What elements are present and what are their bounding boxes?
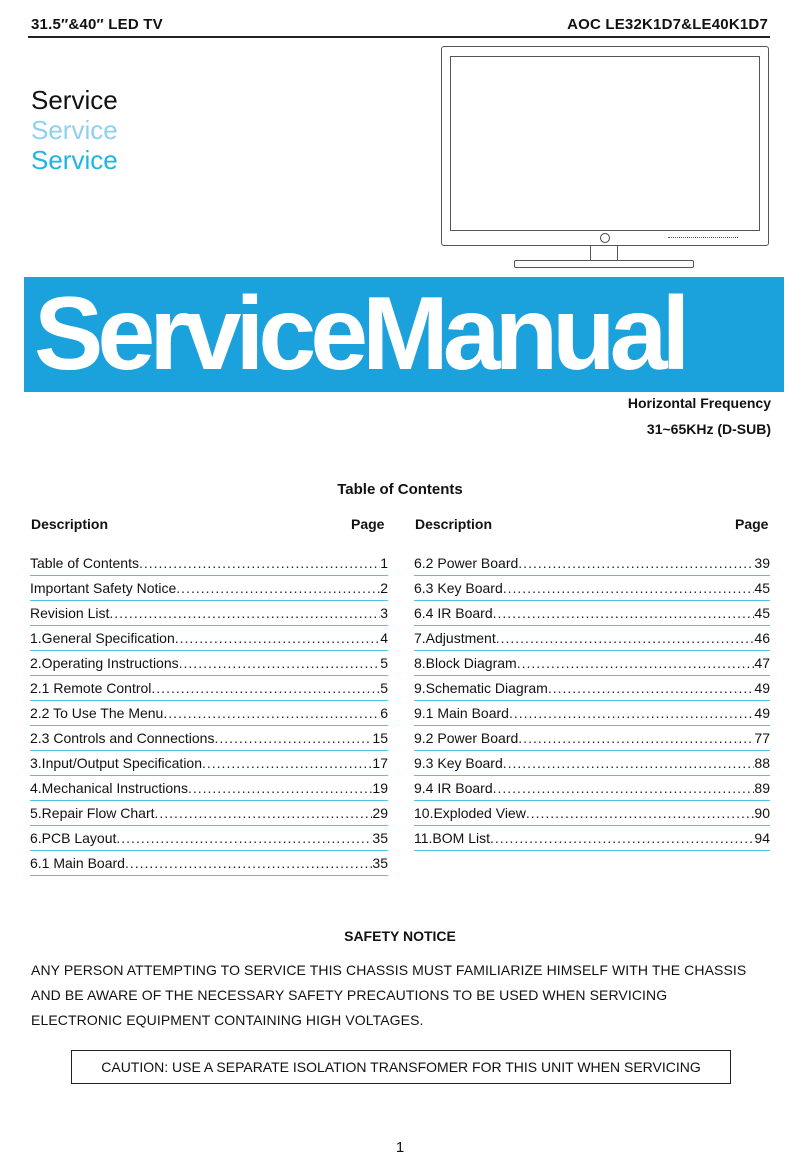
header-divider xyxy=(28,36,770,38)
toc-entry-title: 4.Mechanical Instructions xyxy=(30,780,188,796)
toc-entry-page: 17 xyxy=(372,755,388,771)
toc-entry[interactable] xyxy=(414,551,770,576)
toc-entry-title: 8.Block Diagram xyxy=(414,655,517,671)
toc-dot-leader xyxy=(176,578,380,600)
header-model-number: AOC LE32K1D7&LE40K1D7 xyxy=(567,16,768,33)
toc-title: Table of Contents xyxy=(337,481,463,498)
toc-entry[interactable] xyxy=(30,751,388,776)
toc-dot-leader xyxy=(179,653,381,675)
toc-entry-title: 9.1 Main Board xyxy=(414,705,509,721)
safety-line: ANY PERSON ATTEMPTING TO SERVICE THIS CHASSIS MUST FAMILIARIZE HIMSELF WITH THE CHASSIS xyxy=(31,962,747,978)
toc-entry-title: 2.3 Controls and Connections xyxy=(30,730,215,746)
toc-dot-leader xyxy=(109,603,380,625)
toc-dot-leader xyxy=(175,628,380,650)
toc-entry[interactable] xyxy=(414,651,770,676)
toc-entry-page: 49 xyxy=(754,705,770,721)
toc-dot-leader xyxy=(125,853,372,875)
toc-dot-leader xyxy=(202,753,372,775)
toc-entry-page: 94 xyxy=(754,830,770,846)
header-model-size: 31.5″&40″ LED TV xyxy=(31,16,163,33)
toc-entry-page: 77 xyxy=(754,730,770,746)
toc-entry[interactable] xyxy=(30,826,388,851)
toc-left-column xyxy=(30,551,388,876)
toc-entry-title: 2.2 To Use The Menu xyxy=(30,705,164,721)
toc-entry-page: 5 xyxy=(380,680,388,696)
toc-dot-leader xyxy=(214,728,372,750)
toc-entry-title: 7.Adjustment xyxy=(414,630,496,646)
toc-entry-page: 15 xyxy=(372,730,388,746)
toc-entry-page: 39 xyxy=(754,555,770,571)
toc-dot-leader xyxy=(517,653,755,675)
toc-dot-leader xyxy=(163,703,380,725)
tv-screen xyxy=(450,56,760,231)
safety-notice-title: SAFETY NOTICE xyxy=(344,928,456,944)
service-word-dark: Service xyxy=(31,85,118,115)
toc-entry[interactable] xyxy=(30,601,388,626)
toc-dot-leader xyxy=(139,553,380,575)
toc-dot-leader xyxy=(518,728,754,750)
toc-entry-title: 11.BOM List xyxy=(414,830,490,846)
frequency-label: Horizontal Frequency xyxy=(627,395,771,411)
toc-entry-title: 9.3 Key Board xyxy=(414,755,503,771)
toc-entry[interactable] xyxy=(414,576,770,601)
toc-dot-leader xyxy=(509,703,754,725)
service-manual-banner xyxy=(24,277,784,392)
toc-entry[interactable] xyxy=(414,626,770,651)
toc-dot-leader xyxy=(503,753,755,775)
service-word-blue: Service xyxy=(31,145,118,175)
toc-entry-title: 6.4 IR Board xyxy=(414,605,493,621)
safety-line: ELECTRONIC EQUIPMENT CONTAINING HIGH VOLTAGES. xyxy=(31,1012,424,1028)
toc-entry-page: 47 xyxy=(754,655,770,671)
toc-entry[interactable] xyxy=(30,801,388,826)
tv-logo-icon xyxy=(600,233,610,243)
toc-entry[interactable] xyxy=(414,701,770,726)
toc-entry-title: 6.1 Main Board xyxy=(30,855,125,871)
toc-entry[interactable] xyxy=(30,626,388,651)
toc-entry-page: 45 xyxy=(754,605,770,621)
page-number: 1 xyxy=(395,1139,405,1156)
toc-entry-page: 45 xyxy=(754,580,770,596)
toc-entry-page: 3 xyxy=(380,605,388,621)
toc-entry[interactable] xyxy=(414,726,770,751)
toc-entry[interactable] xyxy=(30,726,388,751)
toc-entry-title: Revision List xyxy=(30,605,110,621)
toc-entry[interactable] xyxy=(30,776,388,801)
toc-entry-title: 9.4 IR Board xyxy=(414,780,493,796)
toc-dot-leader xyxy=(548,678,755,700)
toc-entry[interactable] xyxy=(30,701,388,726)
toc-entry-page: 5 xyxy=(380,655,388,671)
toc-entry[interactable] xyxy=(414,826,770,851)
toc-entry-title: 9.2 Power Board xyxy=(414,730,519,746)
toc-entry-title: 2.Operating Instructions xyxy=(30,655,179,671)
toc-entry[interactable] xyxy=(30,676,388,701)
toc-entry[interactable] xyxy=(30,576,388,601)
toc-entry-page: 1 xyxy=(380,555,388,571)
toc-entry-title: 1.General Specification xyxy=(30,630,175,646)
toc-entry-title: 6.3 Key Board xyxy=(414,580,503,596)
toc-entry-title: 2.1 Remote Control xyxy=(30,680,152,696)
toc-right-column xyxy=(414,551,770,851)
toc-entry-page: 49 xyxy=(754,680,770,696)
toc-entry[interactable] xyxy=(414,801,770,826)
toc-entry-page: 35 xyxy=(372,830,388,846)
toc-entry-title: Table of Contents xyxy=(30,555,139,571)
toc-dot-leader xyxy=(151,678,380,700)
toc-entry-page: 19 xyxy=(372,780,388,796)
toc-entry-title: Important Safety Notice xyxy=(30,580,177,596)
toc-entry-page: 29 xyxy=(372,805,388,821)
toc-left-page-header: Page xyxy=(351,516,385,532)
toc-dot-leader xyxy=(518,553,754,575)
toc-entry-title: 3.Input/Output Specification xyxy=(30,755,202,771)
toc-entry[interactable] xyxy=(414,676,770,701)
toc-entry-page: 90 xyxy=(754,805,770,821)
tv-stand-neck xyxy=(590,246,618,260)
caution-box: CAUTION: USE A SEPARATE ISOLATION TRANSFOMER FOR THIS UNIT WHEN SERVICING xyxy=(71,1050,731,1084)
toc-entry-title: 6.PCB Layout xyxy=(30,830,117,846)
toc-entry-page: 6 xyxy=(380,705,388,721)
toc-right-description-header: Description xyxy=(415,516,493,532)
tv-buttons xyxy=(668,237,738,241)
toc-dot-leader xyxy=(503,578,755,600)
toc-entry-title: 9.Schematic Diagram xyxy=(414,680,548,696)
toc-entry[interactable] xyxy=(30,551,388,576)
toc-left-description-header: Description xyxy=(31,516,109,532)
toc-dot-leader xyxy=(490,828,754,850)
toc-entry[interactable] xyxy=(414,751,770,776)
toc-entry[interactable] xyxy=(414,601,770,626)
frequency-value: 31~65KHz (D-SUB) xyxy=(646,421,771,437)
toc-entry-title: 6.2 Power Board xyxy=(414,555,519,571)
toc-dot-leader xyxy=(493,603,755,625)
toc-entry-page: 2 xyxy=(380,580,388,596)
toc-entry[interactable] xyxy=(414,776,770,801)
safety-notice-text xyxy=(31,958,781,1033)
toc-dot-leader xyxy=(493,778,755,800)
toc-dot-leader xyxy=(496,628,755,650)
toc-entry-title: 10.Exploded View xyxy=(414,805,526,821)
toc-dot-leader xyxy=(188,778,372,800)
toc-entry[interactable] xyxy=(30,651,388,676)
toc-entry[interactable] xyxy=(30,851,388,876)
toc-dot-leader xyxy=(526,803,755,825)
toc-entry-page: 4 xyxy=(380,630,388,646)
toc-dot-leader xyxy=(155,803,373,825)
toc-entry-page: 89 xyxy=(754,780,770,796)
banner-title: ServiceManual xyxy=(34,277,685,392)
toc-entry-page: 88 xyxy=(754,755,770,771)
safety-line: AND BE AWARE OF THE NECESSARY SAFETY PRECAUTIONS TO BE USED WHEN SERVICING xyxy=(31,987,668,1003)
tv-stand-base xyxy=(514,260,694,268)
service-word-light: Service xyxy=(31,115,118,145)
toc-entry-page: 35 xyxy=(372,855,388,871)
toc-entry-page: 46 xyxy=(754,630,770,646)
toc-dot-leader xyxy=(116,828,372,850)
tv-illustration xyxy=(441,46,769,246)
toc-right-page-header: Page xyxy=(735,516,769,532)
toc-entry-title: 5.Repair Flow Chart xyxy=(30,805,155,821)
